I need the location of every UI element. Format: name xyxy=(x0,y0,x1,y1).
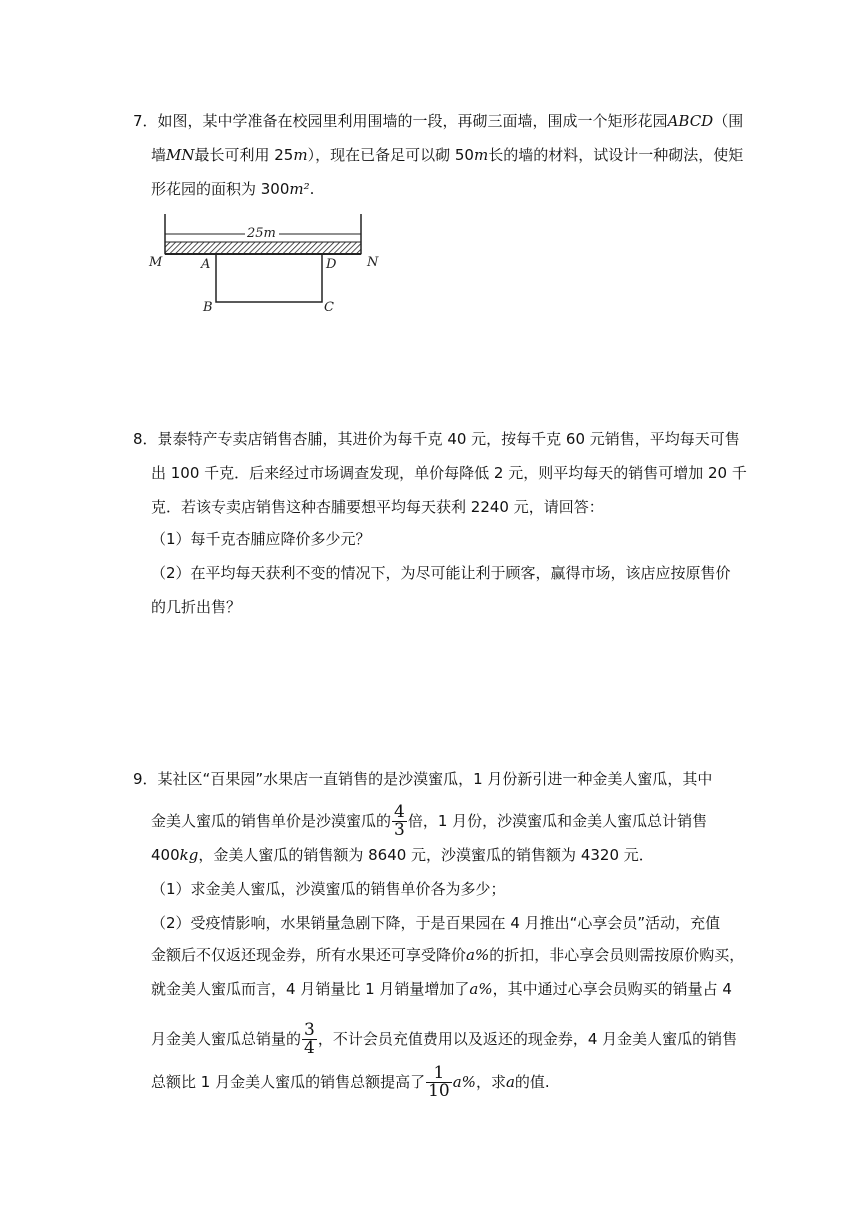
q9-var-a: a xyxy=(505,1073,515,1091)
q9-text: ，金美人蜜瓜的销售额为 8640 元，沙漠蜜瓜的销售额为 4320 元． xyxy=(198,846,654,864)
label-b: B xyxy=(203,300,213,315)
fraction-denominator: 4 xyxy=(304,1038,315,1058)
label-c: C xyxy=(324,300,334,315)
q7-text: 形花园的面积为 300 xyxy=(151,180,290,198)
dimension-label: 25m xyxy=(247,226,276,241)
q9-text: 倍，1 月份，沙漠蜜瓜和金美人蜜瓜总计销售 xyxy=(407,812,708,830)
label-d: D xyxy=(326,257,337,272)
q9-var-a-percent: a% xyxy=(466,946,490,964)
q9-text: 金额后不仅返还现金券，所有水果还可享受降价 xyxy=(151,946,467,964)
q7-text: 最长可利用 25 xyxy=(194,146,294,164)
q9-text: 月金美人蜜瓜总销量的 xyxy=(151,1030,302,1048)
q9-text: ，其中通过心享会员购买的销量占 4 xyxy=(492,980,732,998)
garden-rectangle xyxy=(216,254,322,302)
q9-part-1: （1）求金美人蜜瓜，沙漠蜜瓜的销售单价各为多少； xyxy=(151,880,506,898)
q9-unit-kg: kg xyxy=(179,846,199,864)
q7-text: . xyxy=(309,180,315,198)
q9-text: 的折扣，非心享会员则需按原价购买， xyxy=(489,946,745,964)
fraction-4-3 xyxy=(392,804,407,839)
q7-var-abcd: ABCD xyxy=(667,112,714,130)
q9-text: 400 xyxy=(151,846,180,864)
q7-var-mn: MN xyxy=(166,146,195,164)
q7-unit-m: m xyxy=(473,146,489,164)
label-n: N xyxy=(367,255,379,270)
q9-line-1: 9．某社区“百果园”水果店一直销售的是沙漠蜜瓜，1 月份新引进一种金美人蜜瓜，其中 xyxy=(133,770,713,788)
q9-var-a-percent: a% xyxy=(452,1073,476,1091)
q9-part-2: （2）受疫情影响，水果销量急剧下降，于是百果园在 4 月推出“心享会员”活动，充值 xyxy=(151,914,721,932)
hatched-wall xyxy=(165,242,361,254)
q9-line-6 xyxy=(151,945,744,965)
q8-line-2: 出 100 千克．后来经过市场调查发现，单价每降低 2 元，则平均每天的销售可增加 20 千 xyxy=(151,464,747,482)
label-a: A xyxy=(201,257,211,272)
q9-line-8 xyxy=(151,1022,737,1057)
q9-text: ，求 xyxy=(475,1073,506,1091)
q7-line-3 xyxy=(151,179,314,199)
q7-text: ），现在已备足可以砌 50 xyxy=(307,146,474,164)
q9-line-3 xyxy=(151,845,654,865)
fraction-1-10 xyxy=(426,1065,452,1100)
fraction-numerator: 1 xyxy=(426,1065,452,1083)
q8-line-6: 的几折出售？ xyxy=(151,598,242,616)
fraction-denominator: 3 xyxy=(394,820,405,840)
q8-part-1: （1）每千克杏脯应降价多少元？ xyxy=(151,530,371,548)
q7-unit-m: m xyxy=(293,146,308,164)
q7-text: 7．如图，某中学准备在校园里利用围墙的一段，再砌三面墙，围成一个矩形花园 xyxy=(133,112,668,130)
q9-text: 金美人蜜瓜的销售单价是沙漠蜜瓜的 xyxy=(151,812,392,830)
label-m: M xyxy=(149,255,163,270)
q7-line-1 xyxy=(133,111,743,131)
q7-text: （围 xyxy=(713,112,744,130)
q7-text: 墙 xyxy=(151,146,167,164)
q8-line-1: 8．景泰特产专卖店销售杏脯，其进价为每千克 40 元，按每千克 60 元销售，平均每天可售 xyxy=(133,430,740,448)
q9-line-2 xyxy=(151,804,707,839)
fraction-numerator: 4 xyxy=(394,802,405,822)
fraction-numerator: 3 xyxy=(304,1020,315,1040)
q9-line-7 xyxy=(151,979,732,999)
q7-figure xyxy=(145,210,385,320)
q9-text: 的值. xyxy=(514,1073,550,1091)
q9-text: 总额比 1 月金美人蜜瓜的销售总额提高了 xyxy=(151,1073,426,1091)
q7-text: 长的墙的材料，试设计一种砌法，使矩 xyxy=(488,146,744,164)
q7-unit-m2: m² xyxy=(289,180,310,198)
q9-text: ，不计会员充值费用以及返还的现金券，4 月金美人蜜瓜的销售 xyxy=(317,1030,738,1048)
q8-line-3: 克．若该专卖店销售这种杏脯要想平均每天获利 2240 元，请回答： xyxy=(151,498,604,516)
q8-part-2: （2）在平均每天获利不变的情况下，为尽可能让利于顾客，赢得市场，该店应按原售价 xyxy=(151,564,731,582)
q7-line-2 xyxy=(151,145,743,165)
fraction-denominator: 10 xyxy=(428,1081,450,1101)
fraction-3-4 xyxy=(302,1022,317,1057)
q9-var-a-percent: a% xyxy=(469,980,493,998)
q9-text: 就金美人蜜瓜而言，4 月销量比 1 月销量增加了 xyxy=(151,980,470,998)
q9-line-9 xyxy=(151,1065,550,1100)
